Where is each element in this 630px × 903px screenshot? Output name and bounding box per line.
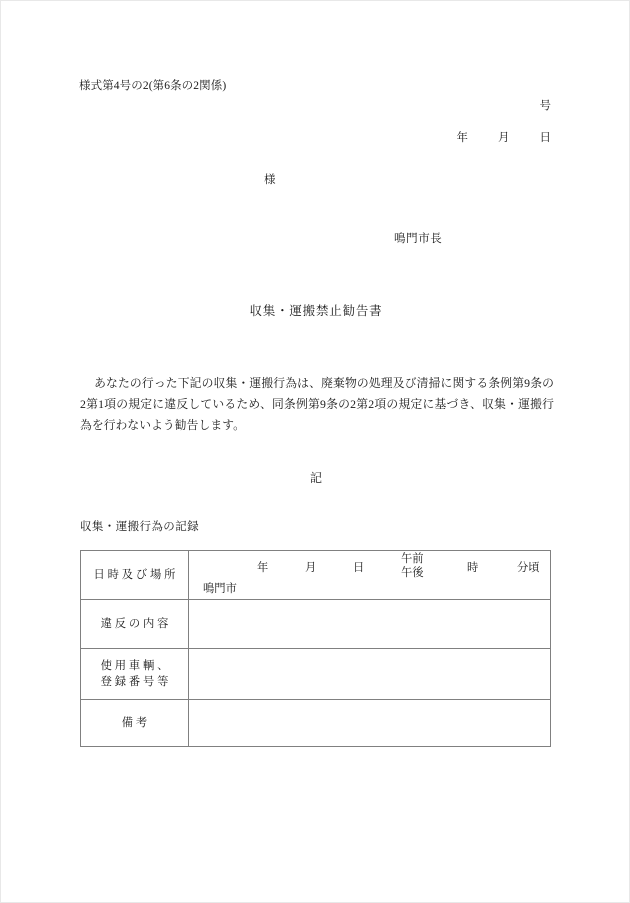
row-label-line: 日 時 及 び 場 所 xyxy=(93,569,176,581)
table-row xyxy=(81,649,551,700)
row-label-vehicle xyxy=(81,649,189,700)
date-year-label: 年 xyxy=(456,131,468,144)
document-title: 収集・運搬禁止勧告書 xyxy=(249,304,383,318)
datetime-year-label: 年 xyxy=(257,562,269,574)
document-date-line xyxy=(301,121,551,156)
row-label-line: 使 用 車 輌 、 xyxy=(100,660,169,672)
datetime-ampm-options[interactable] xyxy=(401,552,424,580)
row-label-line: 登 録 番 号 等 xyxy=(100,676,169,688)
datetime-minute-label: 分頃 xyxy=(517,562,540,574)
datetime-pm-label: 午後 xyxy=(401,567,424,579)
datetime-am-label: 午前 xyxy=(401,553,424,565)
row-value-remarks[interactable] xyxy=(189,700,551,747)
table-row xyxy=(81,700,551,747)
row-label-datetime xyxy=(81,551,189,600)
ki-marker: 記 xyxy=(309,471,322,485)
date-month-label: 月 xyxy=(498,131,510,144)
addressee-honorific: 様 xyxy=(264,174,276,186)
document-number-line: 号 xyxy=(539,100,551,112)
body-paragraph-text: あなたの行った下記の収集・運搬行為は、廃棄物の処理及び清掃に関する条例第9条の2第1項の規定に違反しているため、同条例第9条の2第2項の規定に基づき、収集・運搬行為を行わないよう勧告します。 xyxy=(80,376,554,432)
issuer-name: 鳴門市長 xyxy=(394,233,443,245)
body-paragraph xyxy=(80,373,554,436)
table-row xyxy=(81,600,551,649)
datetime-month-label: 月 xyxy=(305,562,317,574)
datetime-hour-label: 時 xyxy=(467,562,479,574)
datetime-day-label: 日 xyxy=(353,562,365,574)
record-table xyxy=(80,550,551,747)
form-number: 様式第4号の2(第6条の2関係) xyxy=(79,80,227,92)
row-label-line: 違 反 の 内 容 xyxy=(100,618,169,630)
date-day-label: 日 xyxy=(539,131,551,144)
table-row xyxy=(81,551,551,600)
row-label-line: 備 考 xyxy=(121,717,148,729)
row-value-datetime[interactable] xyxy=(189,551,551,600)
row-value-violation[interactable] xyxy=(189,600,551,649)
row-value-vehicle[interactable] xyxy=(189,649,551,700)
datetime-city-label: 鳴門市 xyxy=(203,583,237,595)
row-label-remarks xyxy=(81,700,189,747)
row-label-violation xyxy=(81,600,189,649)
datetime-fields xyxy=(189,551,550,599)
table-caption: 収集・運搬行為の記録 xyxy=(80,521,199,533)
